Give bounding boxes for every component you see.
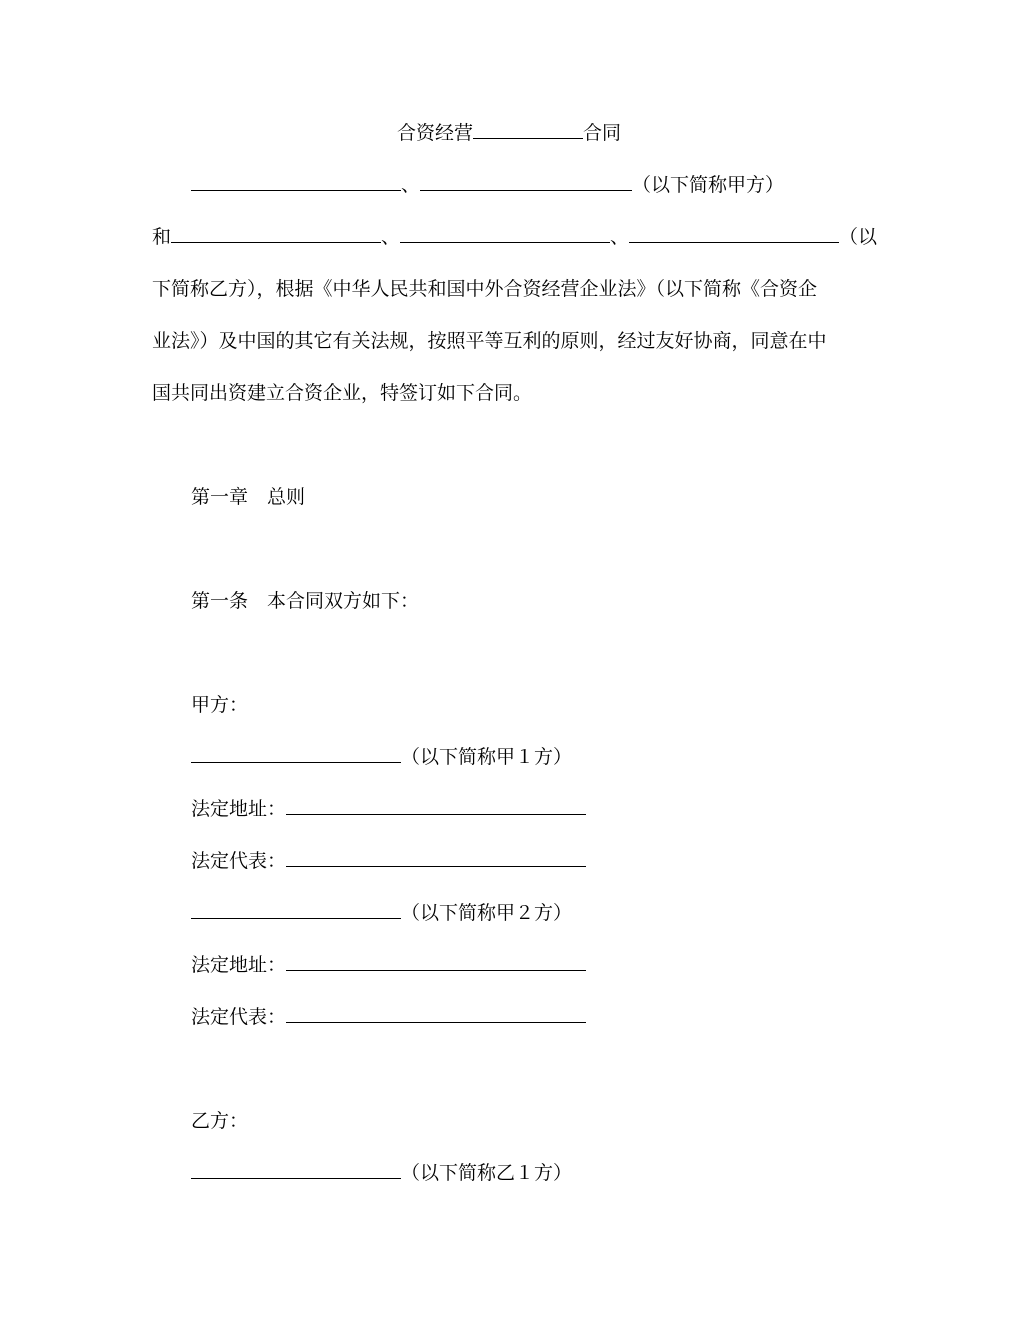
rep-label: 法定代表： xyxy=(191,1006,287,1028)
party-a2-alias: （以下简称甲２方） xyxy=(401,902,573,924)
party-a1-rep-row xyxy=(191,848,586,874)
party-b1-row xyxy=(191,1160,572,1186)
title-suffix: 合同 xyxy=(583,122,622,144)
party-a1-address-row xyxy=(191,796,586,822)
party-a-name-blank-1[interactable] xyxy=(191,172,401,191)
conjunction: 和 xyxy=(152,226,172,248)
rep-label: 法定代表： xyxy=(191,850,287,872)
article-heading: 第一条 本合同双方如下： xyxy=(191,590,420,612)
party-a1-name-blank[interactable] xyxy=(191,744,401,763)
party-b-label: 乙方： xyxy=(191,1110,249,1132)
party-b-name-blank-2[interactable] xyxy=(400,224,610,243)
title-blank[interactable] xyxy=(473,120,583,139)
party-b-alias-start: （以 xyxy=(839,226,878,248)
title-prefix: 合资经营 xyxy=(397,122,474,144)
party-a1-row xyxy=(191,744,572,770)
party-b-name-blank-3[interactable] xyxy=(629,224,839,243)
document-title xyxy=(397,120,621,146)
party-a2-address-row xyxy=(191,952,586,978)
party-a2-address-blank[interactable] xyxy=(286,952,586,971)
preamble-line-1 xyxy=(191,172,784,198)
party-a-alias: （以下简称甲方） xyxy=(632,174,785,196)
preamble-line-4: 业法》）及中国的其它有关法规，按照平等互利的原则，经过友好协商，同意在中 xyxy=(152,330,827,352)
party-a2-row xyxy=(191,900,572,926)
party-a1-rep-blank[interactable] xyxy=(286,848,586,867)
address-label: 法定地址： xyxy=(191,954,287,976)
party-b1-alias: （以下简称乙１方） xyxy=(401,1162,573,1184)
party-b1-name-blank[interactable] xyxy=(191,1160,401,1179)
party-a2-rep-blank[interactable] xyxy=(286,1004,586,1023)
chapter-heading: 第一章 总则 xyxy=(191,486,306,508)
separator: 、 xyxy=(381,226,401,248)
separator: 、 xyxy=(610,226,630,248)
party-a-name-blank-2[interactable] xyxy=(420,172,632,191)
party-a2-rep-row xyxy=(191,1004,586,1030)
preamble-line-3: 下简称乙方），根据《中华人民共和国中外合资经营企业法》（以下简称《合资企 xyxy=(152,278,818,300)
party-a-label: 甲方： xyxy=(191,694,249,716)
separator: 、 xyxy=(401,174,421,196)
party-b-name-blank-1[interactable] xyxy=(171,224,381,243)
address-label: 法定地址： xyxy=(191,798,287,820)
party-a1-alias: （以下简称甲１方） xyxy=(401,746,573,768)
preamble-line-5: 国共同出资建立合资企业，特签订如下合同。 xyxy=(152,382,533,404)
party-a1-address-blank[interactable] xyxy=(286,796,586,815)
preamble-line-2 xyxy=(152,224,877,250)
party-a2-name-blank[interactable] xyxy=(191,900,401,919)
